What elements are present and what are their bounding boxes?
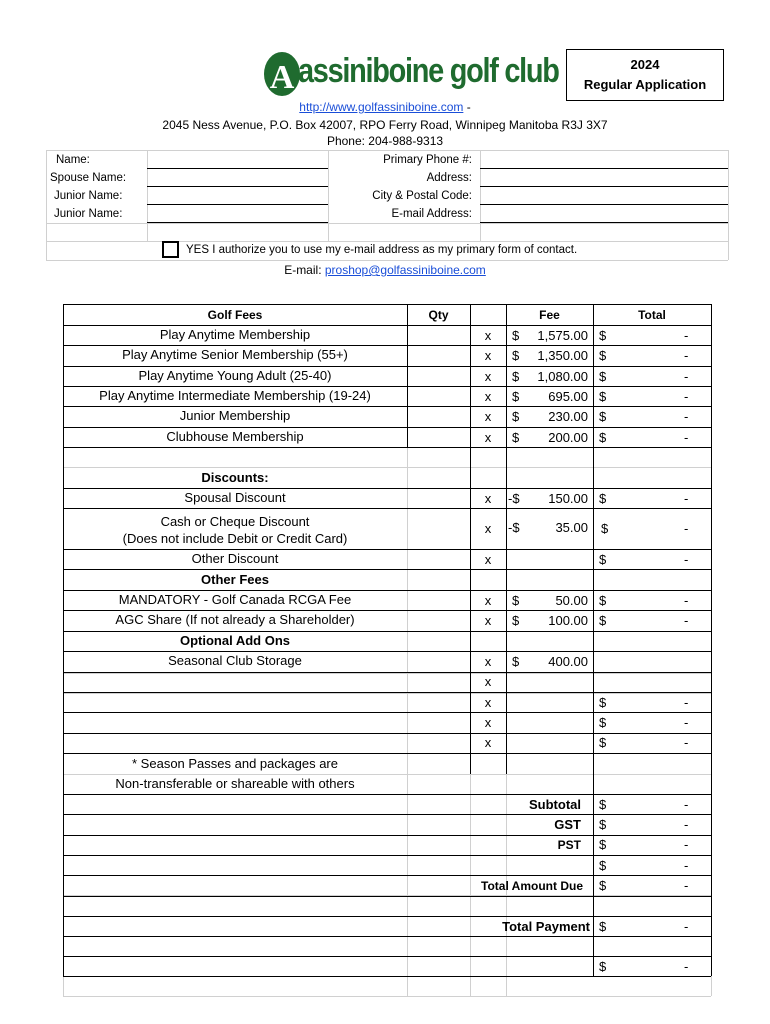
total-payment-value: - xyxy=(684,919,689,934)
pst-label: PST xyxy=(557,838,581,852)
club-storage-currency: $ xyxy=(512,654,520,669)
contact-email-prefix: E-mail: xyxy=(284,263,325,277)
cash-discount-fee: 35.00 xyxy=(555,520,588,535)
blank-row-total: - xyxy=(684,735,689,750)
fee-row-x: x xyxy=(484,430,492,445)
club-storage-label: Seasonal Club Storage xyxy=(168,653,302,668)
fee-row-label: Clubhouse Membership xyxy=(166,429,304,444)
fee-row-currency: $ xyxy=(512,430,520,445)
fee-row-total-currency: $ xyxy=(599,348,607,363)
rcga-fee-fee: 50.00 xyxy=(555,593,588,608)
spousal-discount-x: x xyxy=(484,491,492,506)
fee-row-label: Play Anytime Young Adult (25-40) xyxy=(138,368,332,383)
fee-row-total: - xyxy=(684,389,689,404)
email-address-field[interactable] xyxy=(480,222,728,223)
gst-value: - xyxy=(684,817,689,832)
blank-row-total: - xyxy=(684,715,689,730)
rcga-fee-total: - xyxy=(684,593,689,608)
pst-currency: $ xyxy=(599,837,607,852)
fee-row-x: x xyxy=(484,389,492,404)
website-suffix: - xyxy=(463,100,471,114)
fee-row-currency: $ xyxy=(512,328,520,343)
spousal-discount-currency: -$ xyxy=(508,491,520,506)
fee-row-fee: 1,350.00 xyxy=(537,348,588,363)
fee-row-x: x xyxy=(484,409,492,424)
rcga-fee-label: MANDATORY - Golf Canada RCGA Fee xyxy=(118,592,352,607)
fee-row-total-currency: $ xyxy=(599,369,607,384)
application-year-box xyxy=(566,49,724,101)
fee-row-total: - xyxy=(684,328,689,343)
contact-email-link[interactable]: proshop@golfassiniboine.com xyxy=(324,263,486,277)
city-postal-label: City & Postal Code: xyxy=(372,190,472,202)
fee-row-total: - xyxy=(684,430,689,445)
blank-row-total-currency: $ xyxy=(599,695,607,710)
cash-discount-total: - xyxy=(684,521,689,536)
contact-email-line xyxy=(0,263,770,277)
agc-share-x: x xyxy=(484,613,492,628)
club-storage-fee: 400.00 xyxy=(548,654,588,669)
spousal-discount-total: - xyxy=(684,491,689,506)
primary-phone-label: Primary Phone #: xyxy=(383,154,472,166)
blank-row-x: x xyxy=(484,674,492,689)
spousal-discount-label: Spousal Discount xyxy=(184,490,286,505)
blank-row-total-currency: $ xyxy=(599,715,607,730)
svg-text:A: A xyxy=(269,59,295,96)
fee-row-x: x xyxy=(484,348,492,363)
fee-row-currency: $ xyxy=(512,369,520,384)
blank-row-x: x xyxy=(484,715,492,730)
fee-row-fee: 230.00 xyxy=(548,409,588,424)
extra-total-currency: $ xyxy=(599,858,607,873)
fee-row-currency: $ xyxy=(512,409,520,424)
fee-row-fee: 1,575.00 xyxy=(537,328,588,343)
final-total-currency: $ xyxy=(599,959,607,974)
fee-row-x: x xyxy=(484,328,492,343)
address-field[interactable] xyxy=(480,186,728,187)
subtotal-value: - xyxy=(684,797,689,812)
other-discount-label: Other Discount xyxy=(191,551,279,566)
fee-row-total-currency: $ xyxy=(599,389,607,404)
spousal-discount-fee: 150.00 xyxy=(548,491,588,506)
address-label: Address: xyxy=(426,172,472,184)
logo-mark-icon xyxy=(262,48,302,98)
junior-name-label-2: Junior Name: xyxy=(54,208,123,220)
junior-name-label-1: Junior Name: xyxy=(54,190,123,202)
fee-row-x: x xyxy=(484,369,492,384)
fee-row-currency: $ xyxy=(512,348,520,363)
total-payment-currency: $ xyxy=(599,919,607,934)
blank-row-x: x xyxy=(484,695,492,710)
spousal-discount-total-currency: $ xyxy=(599,491,607,506)
fee-row-total: - xyxy=(684,409,689,424)
application-type: Regular Application xyxy=(583,77,707,92)
pst-value: - xyxy=(684,837,689,852)
other-discount-total: - xyxy=(684,552,689,567)
agc-share-currency: $ xyxy=(512,613,520,628)
club-phone: Phone: 204-988-9313 xyxy=(326,134,444,148)
fee-row-currency: $ xyxy=(512,389,520,404)
logo-text: assiniboine golf club xyxy=(298,52,559,90)
season-pass-note-1: * Season Passes and packages are xyxy=(132,756,338,771)
total-amount-due-value: - xyxy=(684,878,689,893)
rcga-fee-x: x xyxy=(484,593,492,608)
junior-name-field-2[interactable] xyxy=(147,222,328,223)
fee-row-total-currency: $ xyxy=(599,430,607,445)
rcga-fee-total-currency: $ xyxy=(599,593,607,608)
email-consent-checkbox[interactable] xyxy=(162,241,179,258)
other-discount-x: x xyxy=(484,552,492,567)
agc-share-label: AGC Share (If not already a Shareholder) xyxy=(115,612,355,627)
qty-header: Qty xyxy=(428,308,449,322)
blank-row-total-currency: $ xyxy=(599,735,607,750)
cash-discount-label-2: (Does not include Debit or Credit Card) xyxy=(122,531,348,546)
junior-name-field-1[interactable] xyxy=(147,204,328,205)
fee-row-total-currency: $ xyxy=(599,409,607,424)
blank-row-x: x xyxy=(484,735,492,750)
total-payment-label: Total Payment xyxy=(502,919,590,934)
name-label: Name: xyxy=(56,154,90,166)
fee-row-label: Play Anytime Membership xyxy=(159,327,311,342)
fee-row-label: Play Anytime Senior Membership (55+) xyxy=(122,347,348,362)
total-header: Total xyxy=(638,308,666,322)
city-postal-field[interactable] xyxy=(480,204,728,205)
final-total-value: - xyxy=(684,959,689,974)
fee-row-label: Play Anytime Intermediate Membership (19-24) xyxy=(99,388,371,403)
fee-row-total: - xyxy=(684,369,689,384)
email-consent-text: YES I authorize you to use my e-mail address as my primary form of contact. xyxy=(186,244,578,256)
extra-total-value: - xyxy=(684,858,689,873)
discounts-heading: Discounts: xyxy=(201,470,269,485)
addons-heading: Optional Add Ons xyxy=(179,633,290,648)
blank-row-total: - xyxy=(684,695,689,710)
fee-row-fee: 200.00 xyxy=(548,430,588,445)
fee-row-total-currency: $ xyxy=(599,328,607,343)
fee-header: Fee xyxy=(539,308,560,322)
rcga-fee-currency: $ xyxy=(512,593,520,608)
fee-row-total: - xyxy=(684,348,689,363)
subtotal-currency: $ xyxy=(599,797,607,812)
website-line xyxy=(0,100,770,114)
primary-phone-field[interactable] xyxy=(480,168,728,169)
gst-currency: $ xyxy=(599,817,607,832)
cash-discount-total-currency: $ xyxy=(601,521,609,536)
email-address-label: E-mail Address: xyxy=(391,208,472,220)
name-field[interactable] xyxy=(147,168,328,169)
club-storage-x: x xyxy=(484,654,492,669)
total-amount-due-label: Total Amount Due xyxy=(481,879,583,893)
agc-share-total: - xyxy=(684,613,689,628)
club-logo xyxy=(262,48,559,100)
application-year: 2024 xyxy=(630,57,660,72)
other-fees-heading: Other Fees xyxy=(201,572,269,587)
other-discount-total-currency: $ xyxy=(599,552,607,567)
season-pass-note-2: Non-transferable or shareable with others xyxy=(115,776,355,791)
total-amount-due-currency: $ xyxy=(599,878,607,893)
cash-discount-label-1: Cash or Cheque Discount xyxy=(160,514,310,529)
golf-fees-header: Golf Fees xyxy=(207,308,263,322)
cash-discount-x: x xyxy=(484,521,492,536)
fee-row-fee: 695.00 xyxy=(548,389,588,404)
subtotal-label: Subtotal xyxy=(529,797,581,812)
fee-row-label: Junior Membership xyxy=(179,408,291,423)
cash-discount-currency: -$ xyxy=(508,520,520,535)
spouse-name-label: Spouse Name: xyxy=(50,172,127,184)
website-link[interactable]: http://www.golfassiniboine.com xyxy=(299,100,464,114)
club-address: 2045 Ness Avenue, P.O. Box 42007, RPO Ferry Road, Winnipeg Manitoba R3J 3X7 xyxy=(162,118,608,132)
agc-share-fee: 100.00 xyxy=(548,613,588,628)
fee-row-fee: 1,080.00 xyxy=(537,369,588,384)
agc-share-total-currency: $ xyxy=(599,613,607,628)
gst-label: GST xyxy=(554,817,581,832)
spouse-name-field[interactable] xyxy=(147,186,328,187)
